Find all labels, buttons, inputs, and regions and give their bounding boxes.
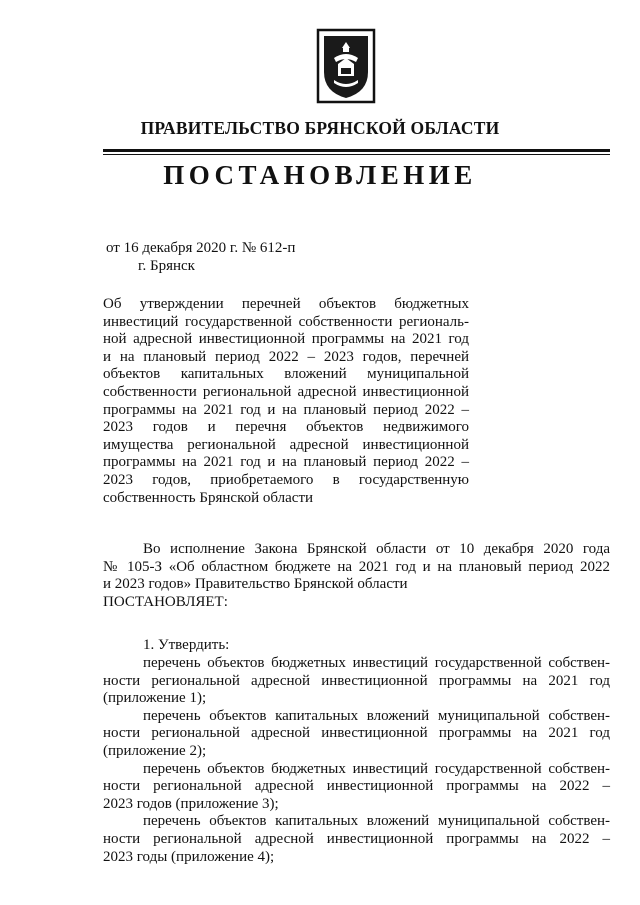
resolution-line: ности региональной адресной инвестиционной программы на 2021 год: [103, 725, 610, 742]
resolution-line: ности региональной адресной инвестиционной программы на 2022 –: [103, 830, 610, 847]
resolution-line: ности региональной адресной инвестиционной программы на 2021 год: [103, 672, 610, 689]
resolution-line: 2023 годы (приложение 4);: [103, 848, 275, 865]
date-and-number: от 16 декабря 2020 г. № 612-п: [106, 240, 296, 256]
subject-line: объектов капитальных вложений муниципальной: [103, 366, 469, 383]
resolution-line: перечень объектов бюджетных инвестиций государственной собствен-: [143, 760, 610, 777]
coat-of-arms-icon: [316, 28, 376, 104]
subject-line: ной адресной инвестиционной программы на 2021 год: [103, 331, 469, 348]
subject-line: собственности региональной адресной инвестиционной: [103, 383, 469, 400]
government-name: ПРАВИТЕЛЬСТВО БРЯНСКОЙ ОБЛАСТИ: [140, 118, 500, 138]
document-body: [103, 541, 610, 866]
subject-line: инвестиций государственной собственности региональ-: [103, 313, 469, 330]
document-type-title: ПОСТАНОВЛЕНИЕ: [163, 160, 477, 190]
subject-line: и на плановый период 2022 – 2023 годов, перечней: [103, 348, 469, 365]
resolves-keyword: ПОСТАНОВЛЯЕТ:: [103, 593, 228, 610]
subject-line: 2023 годов и перечня объектов недвижимого: [103, 419, 469, 436]
resolution-line: (приложение 2);: [103, 742, 207, 759]
preamble-line: № 105-З «Об областном бюджете на 2021 год и на плановый период 2022: [103, 558, 610, 575]
subject-line: программы на 2021 год и на плановый период 2022 –: [103, 401, 469, 418]
subject-line: собственность Брянской области: [103, 489, 314, 506]
preamble-line: и 2023 годов» Правительство Брянской области: [103, 576, 408, 593]
header-rule-thin: [103, 154, 610, 155]
resolution-line: ности региональной адресной инвестиционной программы на 2022 –: [103, 778, 610, 795]
paragraph-gap: [103, 611, 610, 637]
resolution-line: перечень объектов капитальных вложений муниципальной собствен-: [143, 813, 610, 830]
document-subject: [103, 296, 469, 507]
subject-line: Об утверждении перечней объектов бюджетных: [103, 296, 469, 312]
resolution-line: перечень объектов капитальных вложений муниципальной собствен-: [143, 707, 610, 724]
resolution-item: 1. Утвердить:: [143, 637, 230, 654]
resolution-line: 2023 годов (приложение 3);: [103, 795, 279, 812]
header-rule-thick: [103, 149, 610, 152]
city-name: г. Брянск: [138, 258, 195, 274]
subject-line: программы на 2021 год и на плановый период 2022 –: [103, 454, 469, 471]
subject-line: 2023 годов, приобретаемого в государственную: [103, 471, 469, 488]
resolution-line: перечень объектов бюджетных инвестиций государственной собствен-: [143, 654, 610, 671]
resolution-line: (приложение 1);: [103, 690, 207, 707]
preamble-line: Во исполнение Закона Брянской области от 10 декабря 2020 года: [143, 541, 610, 557]
subject-line: имущества региональной адресной инвестиционной: [103, 436, 469, 453]
